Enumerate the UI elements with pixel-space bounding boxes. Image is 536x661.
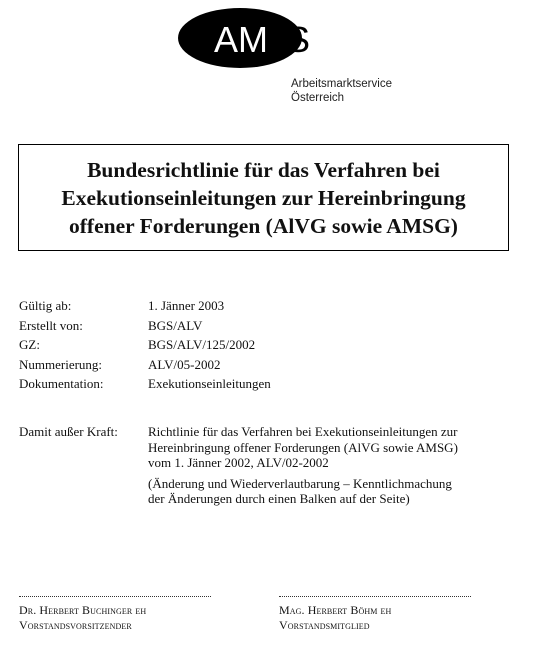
repeal-text-line: Hereinbringung offener Forderungen (AlVG sowie AMSG)	[148, 439, 458, 455]
signatory-role: Vorstandsmitglied	[279, 618, 370, 632]
repeal-note-line: (Änderung und Wiederverlautbarung – Kenntlichmachung	[148, 475, 452, 491]
meta-value: BGS/ALV	[148, 317, 203, 333]
meta-row-numbering	[19, 355, 271, 375]
signatory-role: Vorstandsvorsitzender	[19, 618, 132, 632]
title-line-3: offener Forderungen (AlVG sowie AMSG)	[69, 213, 458, 238]
logo-text-s: S	[286, 19, 311, 60]
signature-block-1	[19, 596, 211, 633]
meta-label: Erstellt von:	[19, 317, 83, 333]
title-box	[18, 144, 509, 251]
meta-row-created-by	[19, 316, 271, 336]
repeal-section	[19, 424, 458, 507]
meta-row-gz	[19, 335, 271, 355]
meta-value: ALV/05-2002	[148, 356, 221, 372]
meta-row-documentation	[19, 374, 271, 394]
repeal-label: Damit außer Kraft:	[19, 424, 118, 439]
organization-name	[291, 77, 392, 105]
org-line-1: Arbeitsmarktservice	[291, 78, 392, 90]
signatory-name: Dr. Herbert Buchinger eh	[19, 603, 147, 617]
signature-line	[279, 596, 471, 597]
repeal-text	[148, 424, 458, 507]
repeal-note	[148, 476, 458, 507]
title-line-1: Bundesrichtlinie für das Verfahren bei	[87, 157, 440, 182]
meta-value: BGS/ALV/125/2002	[148, 337, 256, 352]
metadata-table	[19, 296, 271, 394]
ams-logo	[176, 6, 336, 76]
org-line-2: Österreich	[291, 92, 345, 104]
signatory-name: Mag. Herbert Böhm eh	[279, 603, 392, 617]
signature-line	[19, 596, 211, 597]
repeal-note-line: der Änderungen durch einen Balken auf der Seite)	[148, 491, 410, 506]
repeal-text-line: vom 1. Jänner 2002, ALV/02-2002	[148, 455, 329, 470]
meta-label: Gültig ab:	[19, 298, 72, 313]
document-title	[61, 156, 465, 240]
repeal-text-line: Richtlinie für das Verfahren bei Exekutionseinleitungen zur	[148, 424, 458, 439]
meta-value: 1. Jänner 2003	[148, 298, 225, 313]
logo-text-am: AM	[214, 19, 268, 60]
title-line-2: Exekutionseinleitungen zur Hereinbringung	[61, 185, 466, 210]
meta-value: Exekutionseinleitungen	[148, 376, 271, 391]
meta-row-valid-from	[19, 296, 271, 316]
meta-label: Dokumentation:	[19, 376, 104, 391]
meta-label: Nummerierung:	[19, 356, 103, 372]
signature-block-2	[279, 596, 471, 633]
meta-label: GZ:	[19, 337, 40, 352]
